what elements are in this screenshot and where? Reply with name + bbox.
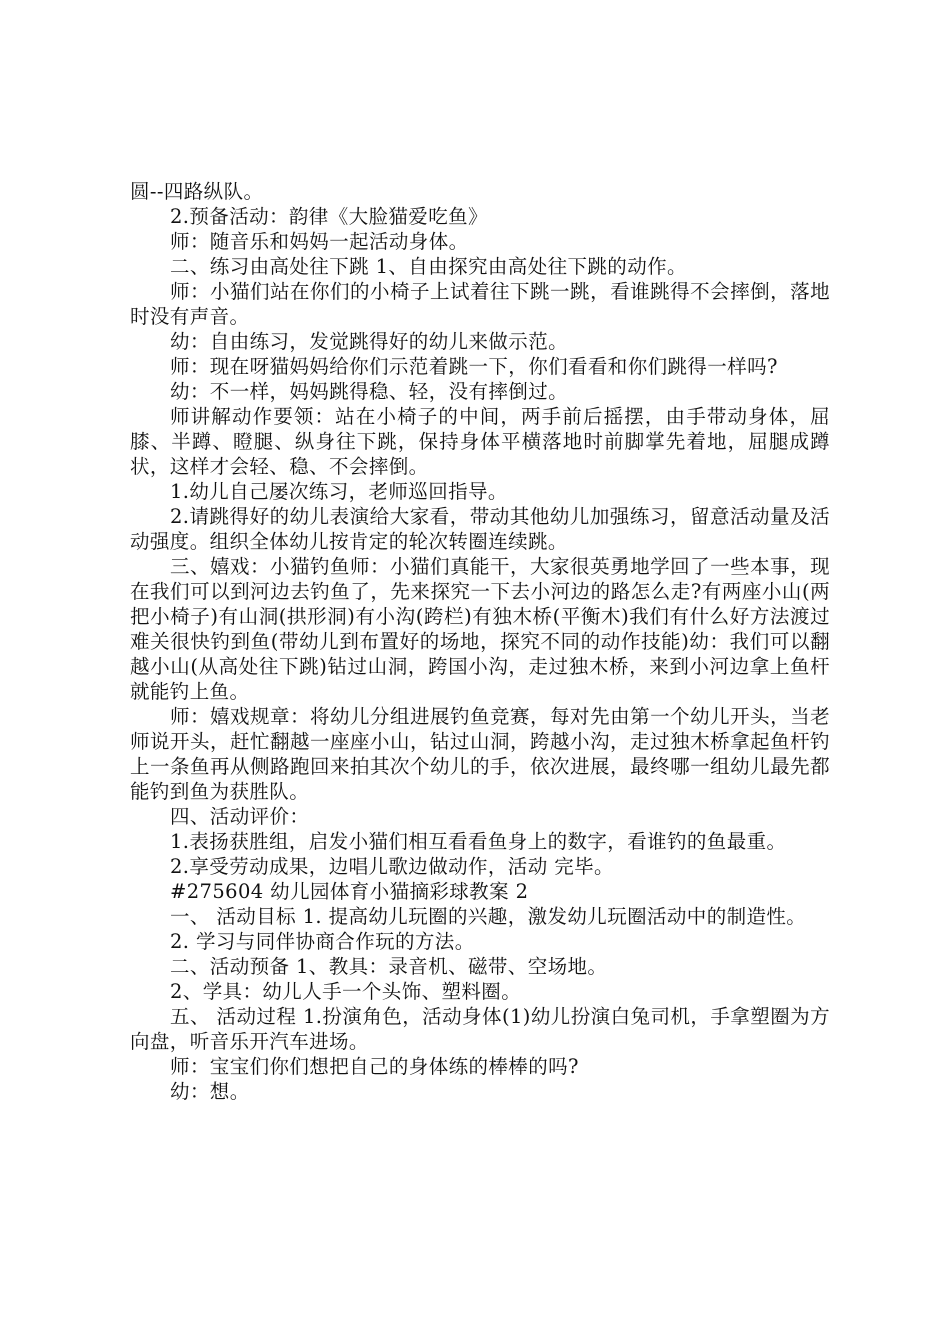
paragraph: 四、活动评价：	[170, 805, 310, 828]
paragraph: 师：嬉戏规章：将幼儿分组进展钓鱼竞赛，每对先由第一个幼儿开头，当老师说开头，赶忙翻越一座座小山，钻过山洞，跨越小沟，走过独木桥拿起鱼杆钓上一条鱼再从侧路跑回来拍其次个幼儿的手，依次进展，最终哪一组幼儿最先都能钓到鱼为获胜队。	[130, 705, 830, 803]
paragraph: 1.幼儿自己屡次练习，老师巡回指导。	[170, 480, 508, 503]
paragraph: 幼：自由练习，发觉跳得好的幼儿来做示范。	[170, 330, 569, 353]
paragraph: 圆--四路纵队。	[130, 180, 264, 203]
paragraph: 2.请跳得好的幼儿表演给大家看，带动其他幼儿加强练习，留意活动量及活动强度。组织全体幼儿按肯定的轮次转圈连续跳。	[130, 505, 830, 553]
paragraph: 幼：想。	[170, 1080, 250, 1103]
paragraph: 师：现在呀猫妈妈给你们示范着跳一下，你们看看和你们跳得一样吗?	[170, 355, 778, 378]
paragraph: 1.表扬获胜组，启发小猫们相互看看鱼身上的数字，看谁钓的鱼最重。	[170, 830, 787, 853]
paragraph: 师：宝宝们你们想把自己的身体练的棒棒的吗?	[170, 1055, 579, 1078]
paragraph: 师：随音乐和妈妈一起活动身体。	[170, 230, 469, 253]
paragraph: 2、学具：幼儿人手一个头饰、塑料圈。	[170, 980, 522, 1003]
paragraph: 五、 活动过程 1.扮演角色，活动身体(1)幼儿扮演白兔司机，手拿塑圈为方向盘，听音乐开汽车进场。	[130, 1005, 830, 1053]
document-body	[130, 179, 830, 1104]
paragraph: 2. 学习与同伴协商合作玩的方法。	[170, 930, 475, 953]
paragraph: 一、 活动目标 1. 提高幼儿玩圈的兴趣，激发幼儿玩圈活动中的制造性。	[170, 905, 807, 928]
paragraph: 师：小猫们站在你们的小椅子上试着往下跳一跳，看谁跳得不会摔倒，落地时没有声音。	[130, 280, 830, 328]
section-heading: #275604 幼儿园体育小猫摘彩球教案 2	[170, 880, 529, 903]
paragraph: 幼：不一样，妈妈跳得稳、轻，没有摔倒过。	[170, 380, 569, 403]
paragraph: 2.预备活动：韵律《大脸猫爱吃鱼》	[170, 205, 488, 228]
paragraph: 2.享受劳动成果，边唱儿歌边做动作，活动 完毕。	[170, 855, 614, 878]
paragraph: 二、练习由高处往下跳 1、自由探究由高处往下跳的动作。	[170, 255, 687, 278]
paragraph: 师讲解动作要领：站在小椅子的中间，两手前后摇摆，由手带动身体，屈膝、半蹲、瞪腿、纵身往下跳，保持身体平横落地时前脚掌先着地，屈腿成蹲状，这样才会轻、稳、不会摔倒。	[130, 405, 830, 478]
paragraph: 二、活动预备 1、教具：录音机、磁带、空场地。	[170, 955, 608, 978]
paragraph: 三、嬉戏：小猫钓鱼师：小猫们真能干，大家很英勇地学回了一些本事，现在我们可以到河边去钓鱼了，先来探究一下去小河边的路怎么走?有两座小山(两把小椅子)有山洞(拱形洞)有小沟(跨栏)有独木桥(平衡木)我们有什么好方法渡过难关很快钓到鱼(带幼儿到布置好的场地，探究不同的动作技能)幼：我们可以翻越小山(从高处往下跳)钻过山洞，跨国小沟，走过独木桥，来到小河边拿上鱼杆就能钓上鱼。	[130, 555, 830, 703]
